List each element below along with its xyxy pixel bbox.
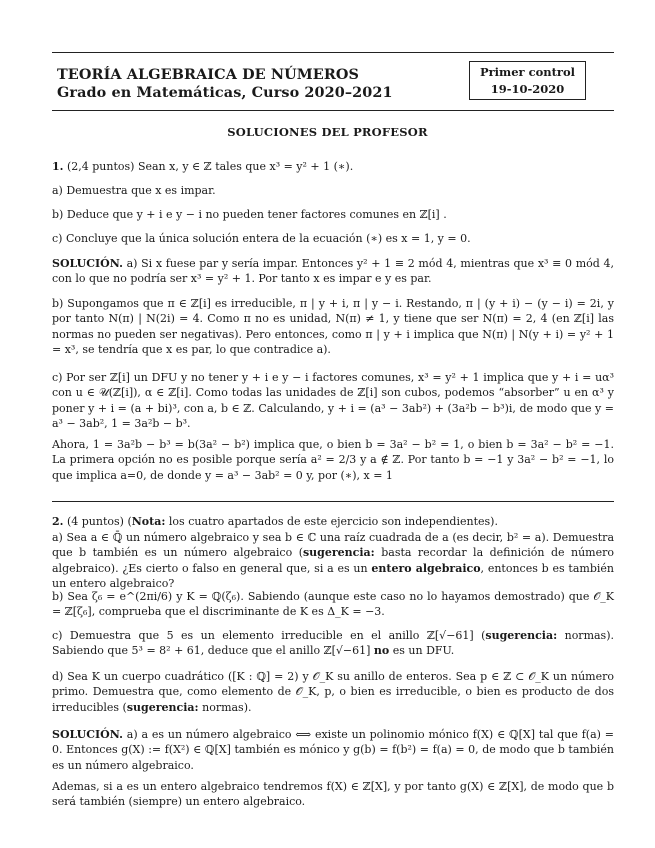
problem-1-solution-c-cont: Ahora, 1 = 3a²b − b³ = b(3a² − b²) implica que, o bien b = 3a² − b² = 1, o bien b = 3a² − b² = −1. La primera opción no es posible porque sería a² = 2/3 y a ∉ ℤ. Por tanto b = −1 y 3a² − b² = −1, lo que implica a=0, de donde y = a³ − 3ab² = 0 y, por (∗), x = 1 xyxy=(52,438,614,482)
problem-1-number: 1. xyxy=(52,160,64,173)
exam-date-box xyxy=(469,61,586,100)
course-title xyxy=(57,66,393,102)
algebraic-integer-term: entero algebraico xyxy=(371,561,481,575)
part-a-text-1: a) Sea a ∈ ℚ̄ un número algebraico y sea b ∈ ℂ una raíz cuadrada de a (es decir, b² = a). Demuestra que b también es un número algebraico ( xyxy=(52,531,614,560)
problem-2-solution-a xyxy=(52,727,614,773)
title-line-1: TEORÍA ALGEBRAICA DE NÚMEROS xyxy=(57,66,360,83)
problem-2-points: (4 puntos) ( xyxy=(63,515,132,528)
problem-2-part-a xyxy=(52,530,614,592)
solution-a-text: a) a es un número algebraico ⟺ existe un polinomio mónico f(X) ∈ ℚ[X] tal que f(a) = 0. Entonces g(X) := f(X²) ∈ ℚ[X] también es mónico y g(b) = f(b²) = f(a) = 0, de modo que b también es un número algebraico. xyxy=(52,728,614,772)
problem-1-part-b: b) Deduce que y + i e y − i no pueden tener factores comunes en ℤ[i] . xyxy=(52,208,447,221)
problem-2-statement xyxy=(52,514,614,529)
part-c-text-3: es un DFU. xyxy=(389,644,455,658)
problem-1-solution-b: b) Supongamos que π ∈ ℤ[i] es irreducible, π | y + i, π | y − i. Restando, π | (y + i) − (y − i) = 2i, y por tanto N(π) | N(2i) = 4. Como π no es unidad, N(π) ≠ 1, y tiene que ser N(π) = 2, 4 (en ℤ[i] las normas no pueden ser negativas). Pero entonces, como π | y + i implica que N(π) | N(y + i) = y² + 1 = x³, se tendría que x es par, lo que contradice a). xyxy=(52,297,614,357)
top-rule xyxy=(52,52,614,53)
problem-2-part-c xyxy=(52,628,614,659)
part-a-text-2: basta recordar la definición de número algebraico). ¿Es cierto o falso en general que, si a es un xyxy=(52,546,614,575)
section-rule xyxy=(52,501,614,502)
hint-label: sugerencia: xyxy=(126,700,199,714)
exam-date: 19-10-2020 xyxy=(490,82,565,96)
title-line-2: Grado en Matemáticas, Curso 2020–2021 xyxy=(57,84,393,101)
hint-label: sugerencia: xyxy=(485,629,558,642)
problem-1-text: (2,4 puntos) Sean x, y ∈ ℤ tales que x³ = y² + 1 (∗). xyxy=(63,160,354,173)
solution-label: SOLUCIÓN. xyxy=(52,257,123,270)
part-d-text-2: normas). xyxy=(198,700,252,714)
part-d-text-1: d) Sea K un cuerpo cuadrático ([K : ℚ] = 2) y 𝒪_K su anillo de enteros. Sea p ∈ ℤ ⊂ 𝒪_K un número primo. Demuestra que, como elemento de 𝒪_K, p, o bien es irreducible, o bien es producto de dos irreducibles ( xyxy=(52,670,614,714)
problem-2-part-d xyxy=(52,669,614,715)
solution-a-text: a) Si x fuese par y sería impar. Entonces y² + 1 ≡ 2 mód 4, mientras que x³ ≡ 0 mód 4, con lo que no podría ser x³ = y² + 1. Por tanto x es impar e y es par. xyxy=(52,257,614,286)
problem-1-statement xyxy=(52,159,614,174)
note-label: Nota: xyxy=(131,515,166,528)
exam-name: Primer control xyxy=(479,65,576,79)
page-subtitle: SOLUCIONES DEL PROFESOR xyxy=(227,125,428,139)
negation-term: no xyxy=(373,644,390,658)
problem-1-solution-c: c) Por ser ℤ[i] un DFU y no tener y + i e y − i factores comunes, x³ = y² + 1 implica que y + i = uα³ con u ∈ 𝒰(ℤ[i]), α ∈ ℤ[i]. Como todas las unidades de ℤ[i] son cubos, podemos “absorber” u en α³ y poner y + i = (a + bi)³, con a, b ∈ ℤ. Calculando, y + i = (a³ − 3ab²) + (3a²b − b³)i, de modo que y = a³ − 3ab², 1 = 3a²b − b³. xyxy=(52,371,614,431)
header-rule xyxy=(52,110,614,111)
problem-2-solution-a-cont: Ademas, si a es un entero algebraico tendremos f(X) ∈ ℤ[X], y por tanto g(X) ∈ ℤ[X], de modo que b será también (siempre) un entero algebraico. xyxy=(52,780,614,809)
problem-1-solution-a xyxy=(52,256,614,287)
hint-label: sugerencia: xyxy=(302,546,375,560)
part-a-text-3: , entonces b es también un entero algebraico? xyxy=(52,561,614,591)
problem-2-number: 2. xyxy=(52,515,64,528)
problem-2-part-b: b) Sea ζ₆ = e^(2πi/6) y K = ℚ(ζ₆). Sabiendo (aunque este caso no lo hayamos demostrado) que 𝒪_K = ℤ[ζ₆], comprueba que el discriminante de K es Δ_K = −3. xyxy=(52,590,614,619)
problem-1-part-c: c) Concluye que la única solución entera de la ecuación (∗) es x = 1, y = 0. xyxy=(52,232,471,245)
part-c-text-2: normas). Sabiendo que 5³ = 8² + 61, deduce que el anillo ℤ[√−61] xyxy=(52,629,614,658)
solution-label: SOLUCIÓN. xyxy=(52,728,123,741)
note-text: los cuatro apartados de este ejercicio son independientes). xyxy=(165,515,498,528)
part-c-text-1: c) Demuestra que 5 es un elemento irreducible en el anillo ℤ[√−61] ( xyxy=(52,629,486,642)
problem-1-part-a: a) Demuestra que x es impar. xyxy=(52,184,216,197)
